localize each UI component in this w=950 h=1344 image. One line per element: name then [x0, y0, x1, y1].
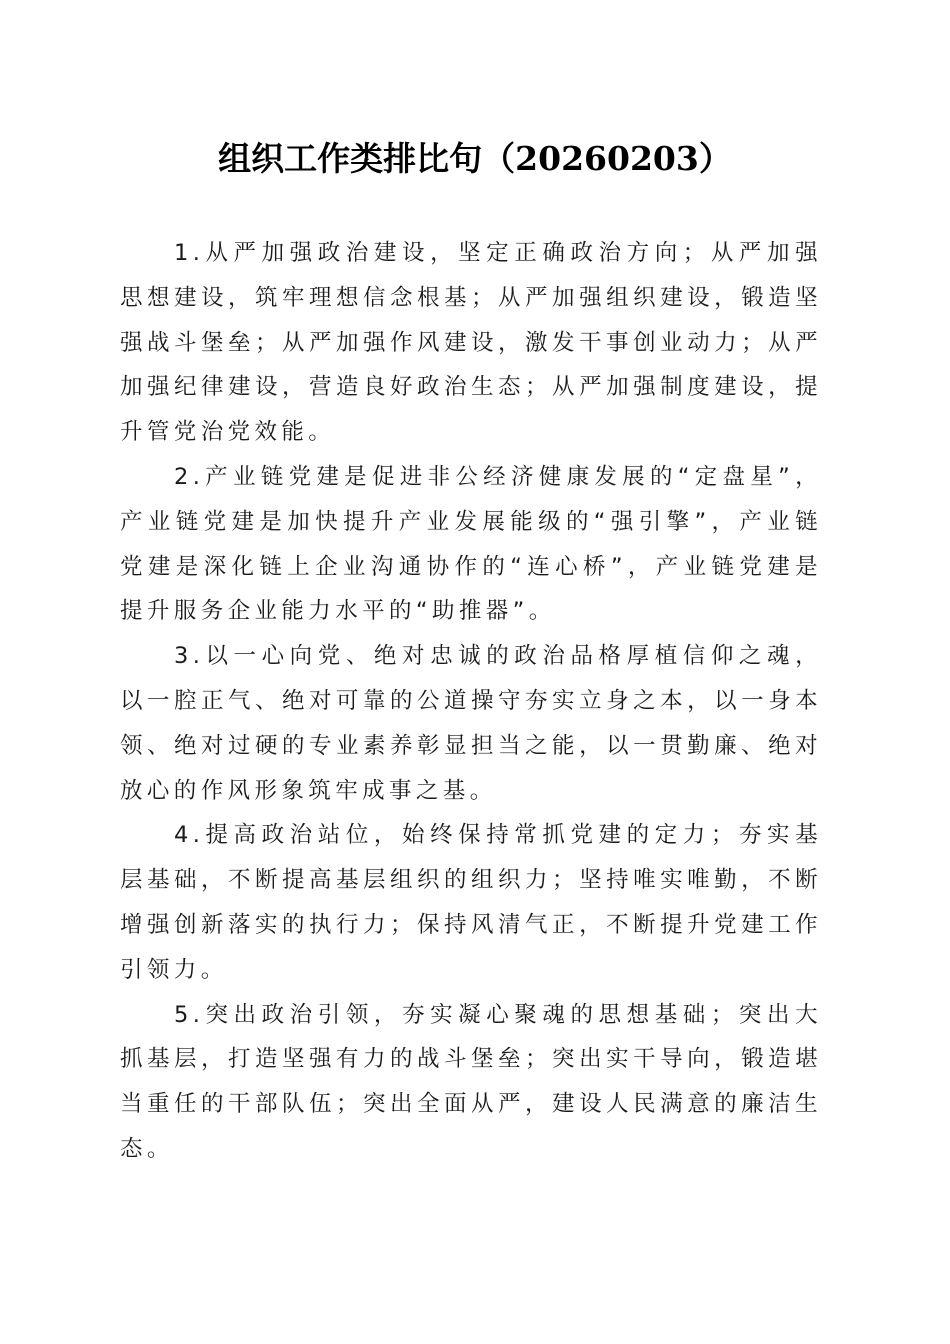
paragraph-5: 5.突出政治引领，夯实凝心聚魂的思想基础；突出大抓基层，打造坚强有力的战斗堡垒；突出实干导向，锻造堪当重任的干部队伍；突出全面从严，建设人民满意的廉洁生态。 — [120, 1001, 822, 1162]
paragraph-1: 1.从严加强政治建设，坚定正确政治方向；从严加强思想建设，筑牢理想信念根基；从严加强组织建设，锻造坚强战斗堡垒；从严加强作风建设，激发干事创业动力；从严加强纪律建设，营造良好政治生态；从严加强制度建设，提升管党治党效能。 — [120, 240, 822, 446]
document-title: 组织工作类排比句（20260203） — [218, 139, 732, 178]
paragraph-2: 2.产业链党建是促进非公经济健康发展的“定盘星”，产业链党建是加快提升产业发展能级的“强引擎”，产业链党建是深化链上企业沟通协作的“连心桥”，产业链党建是提升服务企业能力水平的“助推器”。 — [120, 463, 822, 625]
paragraph-3: 3.以一心向党、绝对忠诚的政治品格厚植信仰之魂，以一腔正气、绝对可靠的公道操守夯实立身之本，以一身本领、绝对过硬的专业素养彰显担当之能，以一贯勤廉、绝对放心的作风形象筑牢成事之基。 — [120, 643, 822, 804]
paragraph-4: 4.提高政治站位，始终保持常抓党建的定力；夯实基层基础，不断提高基层组织的组织力；坚持唯实唯勤，不断增强创新落实的执行力；保持风清气正，不断提升党建工作引领力。 — [120, 822, 822, 983]
document-body — [120, 231, 822, 1172]
